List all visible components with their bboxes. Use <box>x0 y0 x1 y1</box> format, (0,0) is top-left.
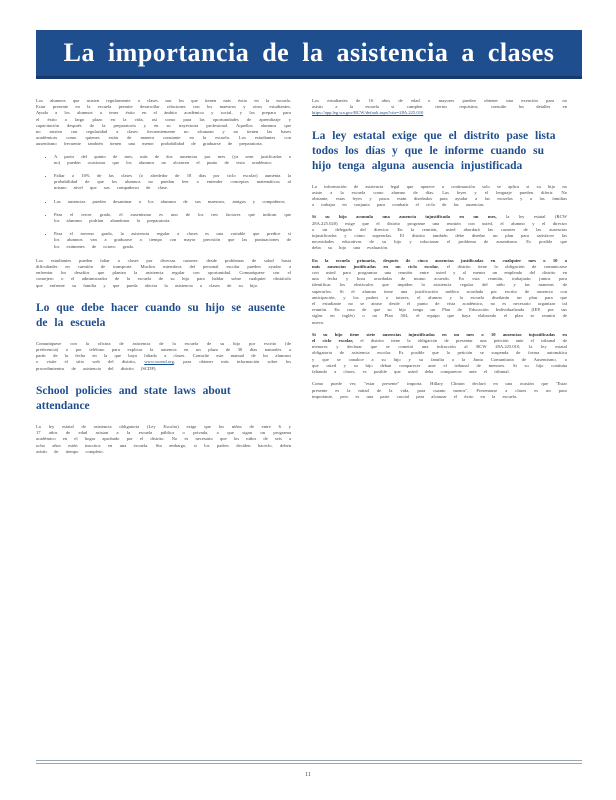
one-absence-text: la ley estatal (RCW 28A.225.020) exige que el distrito programe una reunión con usted, el alumno y el director o un delegado del director. En la reunión, usted abordará las razones de las ausencias injustificadas y cómo superarlas. El distrito también debe diseñar un plan para satisfacer las necesidades educativas de su hijo y solucionar el problema de ausentismo. Es posible que deba su hijo una evaluación. <box>312 214 567 251</box>
right-column <box>312 98 567 406</box>
page-number: 11 <box>305 772 311 778</box>
list-item: • Para el tercer grado, el ausentismo es uno de los tres factores que indican que los alumnos podrían abandonar la preparatoria. <box>54 212 291 224</box>
absent-text: Comuníquese con la oficina de asistencia de la escuela de su hijo por escrito (de preferencia) o por teléfono para explicar la ausencia en un plazo de 30 días naturales a partir de la fecha en la que haya faltado a clases. Consulte este manual de los alumnos o visite el sitio web del distrito, <box>36 340 291 365</box>
one-absence-paragraph <box>312 214 567 251</box>
heading-state-law: La ley estatal exige que el distrito pase lista todos los días y que le informe cuando su hijo tenga alguna ausencia injustificada <box>312 129 556 172</box>
list-item: • Faltar a 10% de las clases (o alrededor de 18 días por ciclo escolar) aumenta la probabilidad de que los alumnos no puedan leer o entender conceptos matemáticos al mismo nivel que sus compañeros de clase. <box>54 173 291 192</box>
list-item: • Las ausencias pueden desanimar a los alumnos de sus maestros, amigos y compañeros. <box>54 199 291 205</box>
seven-absences-text: el distrito tiene la obligación de presentar una petición ante el tribunal de menores y declarar que se cometió una infracción al RCW 28A.225.010, la ley estatal obligatoria de asistencia escolar. Es posible que la petición se suspenda de forma automática y que se canalice a su hijo y su familia a la Junta Comunitaria de Ausentismo, o que usted y su hijo deban comparecer ante el tribunal de menores. Si su hijo continúa faltando a clases, es posible que usted deba comparecer ante el tribunal. <box>312 338 567 375</box>
laws-paragraph: La ley estatal de asistencia obligatoria (Ley Escolar) exige que los niños de entre 6 y 17 años de edad asistan a la escuela pública o privada, o que sigan un programa académico en el hogar aprobado por el distrito. No es necesario que los niños de seis a ocho años estén inscritos en una escuela. Sin embargo, si los padres deciden hacerlo, deben asistir de tiempo completo. <box>36 423 291 454</box>
list-item: • Para el noveno grado, la asistencia regular a clases es una variable que predice si los alumnos van a graduarse a tiempo con mayor precisión que las puntuaciones de los exámenes de octavo grado. <box>54 231 291 250</box>
list-item: • A partir del quinto de mes, más de dos ausencias por mes (ya sean justificadas o no) pueden ocasionar que los alumnos no alcancen el punto de vista académico. <box>54 154 291 166</box>
quote-paragraph: Como puede ver, "estar presente" importa. Hillary Clinton declaró en una ocasión que "Estar presente es la mitad de la vida, para cuanto menos". Presentarse a clases es un paso importante, pero es una parte crucial para alcanzar el éxito en la escuela. <box>312 381 567 399</box>
absent-tail: , para obtener más información sobre los procedimientos de asistencia del distrito (SCDP). <box>36 359 291 371</box>
seven-absences-lead: Si su hijo tiene siete ausencias injustificadas en un mes o 10 ausencias injustificadas en el ciclo escolar, <box>312 331 567 344</box>
seven-absences-paragraph <box>312 332 567 375</box>
footer-rule <box>36 760 582 761</box>
one-absence-lead: Si su hijo acumula una ausencia injustificada en un mes, <box>312 214 497 220</box>
district-link[interactable]: www.wuesd.org <box>144 359 174 365</box>
heading-laws: School policies and state laws about attendance <box>36 384 231 412</box>
rcw-link[interactable]: https://app.leg.wa.gov/RCW/default.aspx?cite=28A.225.010 <box>312 110 424 116</box>
title-banner <box>36 30 582 79</box>
exemption-text: Los estudiantes de 16 años de edad o mayores pueden obtener una exención para no asistir a la escuela si cumplen ciertos requisitos; consulte los detalles en <box>312 98 567 110</box>
reasons-paragraph: Los estudiantes pueden faltar a clases por diversas razones: desde problemas de salud hasta dificultades en cuestión de transporte. Muchos miembros del personal escolar pueden ayudar a enfrentar los desafíos que plantea la asistencia regular con oportunidad. Comuníquese con el consejero o el administrador de la escuela de su hijo para hablar sobre cualquier obstáculo que enfrente su familia y que pueda afectar la asistencia a clases de su hijo. <box>36 257 291 288</box>
left-column <box>36 98 291 461</box>
heading-absent: Lo que debe hacer cuando su hijo se ausente de la escuela <box>36 301 286 329</box>
footer-rule-secondary <box>36 763 582 764</box>
excused-text: , el distrito tiene la obligación de comunicarse con usted para programar una reunión entre usted y al menos un empleado del distrito en una fecha y hora acordadas de mutuo acuerdo. En esta reunión, trabajarán juntos para identificar los obstáculos que impiden la asistencia regular del niño y las maneras de superarlos. Si el alumno tiene una justificación médica acordada por escrito de ausencia con anticipación, y los padres o tutores, el alumno y la escuela diseñarán un plan para que el estudiante no se atrase desde el punto de vista académico, no es necesario organizar tal reunión. En caso de que su hijo tenga un Plan de Educación Individualizada (IEP, por sus siglas en inglés) o un Plan 504, el equipo que haya elaborado el plan se reunirá de nuevo. <box>312 263 567 325</box>
intro-paragraph: Los alumnos que asisten regularmente a clases son los que tienen más éxito en la escuela. Estar presente en la escuela permite desarrollar relaciones con los maestros y otros estudiantes. Ayuda a los alumnos a tener éxito en el ámbito académico y social, y los prepara para el éxito a largo plazo en la vida, así como para las oportunidades de aprendizaje y capacitación después de la preparatoria y en su trayectoria profesional. Aquellos alumnos que no asisten con regularidad a clases frecuentemente no alcanzan y no tienen las bases académicas como quienes están de manera constante en la escuela. Los estudiantes con ausentismo frecuente también tienen una menor probabilidad de graduarse de preparatoria. <box>36 98 291 147</box>
exemption-paragraph <box>312 98 567 117</box>
absent-paragraph <box>36 341 291 372</box>
page-title: La importancia de la asistencia a clases <box>63 38 555 67</box>
excused-lead: En la escuela primaria, después de cinco ausencias justificadas en cualquier mes o 10 o más ausencias justificadas en un ciclo escolar <box>312 257 567 269</box>
law-paragraph: La información de asistencia legal que aparece a continuación solo se aplica si su hijo no asiste a la escuela como alumno de días. Las leyes y el lenguaje pueden diferir. No obstante, estas leyes y pasos están diseñados para ayudar a las escuelas y a las familias a trabajar en conjunto para combatir el ciclo de las ausencias. <box>312 183 567 208</box>
excused-paragraph <box>312 258 567 326</box>
facts-list <box>36 154 291 250</box>
